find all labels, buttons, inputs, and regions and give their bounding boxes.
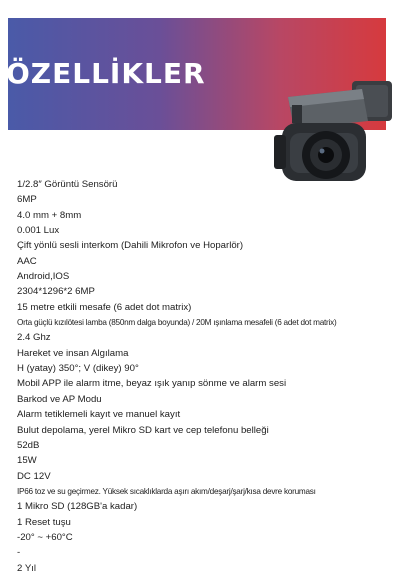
spec-alarm-push: Mobil APP ile alarm itme, beyaz ışık yanıp sönme ve alarm sesi	[17, 378, 287, 390]
spec-power-supply: DC 12V	[17, 470, 51, 482]
spec-effective-distance: 15 metre etkili mesafe (6 adet dot matrix)	[17, 301, 192, 313]
spec-warranty: 2 Yıl	[17, 562, 37, 574]
spec-intercom: Çift yönlü sesli interkom (Dahili Mikrofon ve Hoparlör)	[17, 240, 244, 252]
spec-infrared-lamp: Orta güçlü kızılötesi lamba (850nm dalga boyunda) / 20M ışınlama mesafeli (6 adet dot matrix)	[17, 318, 337, 328]
spec-recording: Alarm tetiklemeli kayıt ve manuel kayıt	[17, 409, 181, 421]
spec-pan-tilt: H (yatay) 350°; V (dikey) 90°	[17, 363, 139, 375]
spec-protection: IP66 toz ve su geçirmez. Yüksek sıcaklıklarda aşırı akım/deşarj/şarj/kısa devre koruması	[17, 486, 316, 496]
spec-mobile-os: Android,IOS	[17, 271, 70, 283]
spec-sd-card: 1 Mikro SD (128GB'a kadar)	[17, 501, 138, 513]
spec-image-sensor: 1/2.8″ Görüntü Sensörü	[17, 179, 118, 190]
spec-operating-temperature: -20° ~ +60°C	[17, 531, 73, 543]
spec-wifi: 2.4 Ghz	[17, 332, 51, 344]
spec-storage: Bulut depolama, yerel Mikro SD kart ve cep telefonu belleği	[17, 424, 269, 436]
spec-power-consumption: 15W	[17, 455, 37, 467]
spec-lens: 4.0 mm + 8mm	[17, 209, 82, 221]
spec-min-illumination: 0.001 Lux	[17, 225, 60, 237]
spec-siren-level: 52dB	[17, 439, 40, 451]
spec-pairing-mode: Barkod ve AP Modu	[17, 393, 102, 405]
spec-reset-button: 1 Reset tuşu	[17, 516, 71, 528]
specifications-list	[17, 177, 397, 576]
spec-video-resolution: 2304*1296*2 6MP	[17, 286, 95, 298]
spec-detection: Hareket ve insan Algılama	[17, 347, 129, 359]
page-title: ÖZELLİKLER	[6, 57, 206, 90]
spec-resolution: 6MP	[17, 194, 37, 206]
spec-audio-codec: AAC	[17, 255, 37, 267]
spec-empty: -	[17, 547, 21, 559]
